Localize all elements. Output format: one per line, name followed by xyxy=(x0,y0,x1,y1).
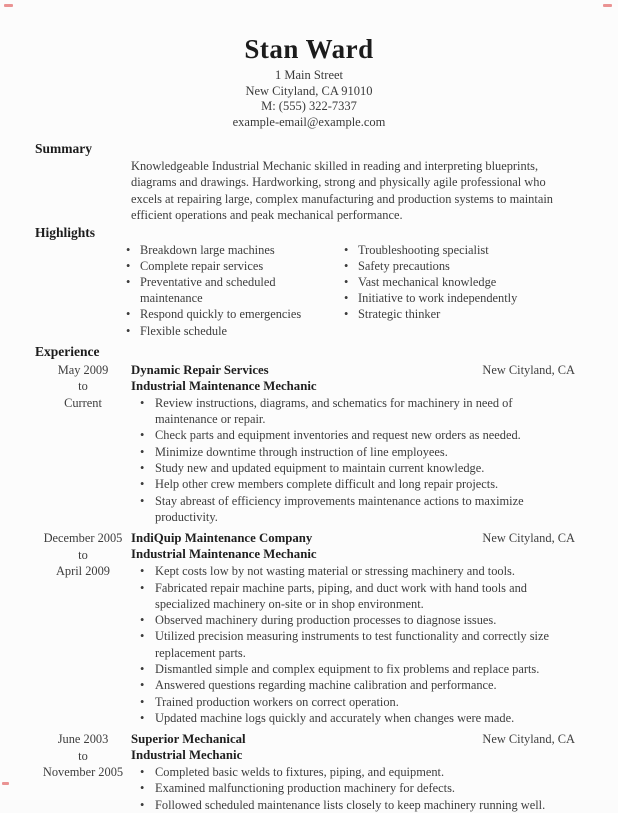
highlight-item: • Safety precautions xyxy=(344,258,575,274)
highlight-item: • Initiative to work independently xyxy=(344,290,575,306)
job-company: Superior Mechanical xyxy=(131,732,246,747)
job-entry xyxy=(35,731,575,813)
resume-header xyxy=(0,0,618,130)
job-bullet-list xyxy=(140,764,575,813)
job-company: Dynamic Repair Services xyxy=(131,362,269,377)
job-bullet: • Minimize downtime through instruction of line employees. xyxy=(140,444,575,460)
job-bullet: • Help other crew members complete difficult and long repair projects. xyxy=(140,476,575,492)
highlight-item: • Complete repair services xyxy=(126,258,316,274)
job-date-separator: to xyxy=(78,748,88,763)
job-bullet: • Updated machine logs quickly and accurately when changes were made. xyxy=(140,710,575,726)
summary-heading: Summary xyxy=(35,141,92,156)
summary-paragraph: Knowledgeable Industrial Mechanic skilled in reading and interpreting blueprints, diagrams and drawings. Hardworking, strong and physically agile professional who excels at repairing large, complex manufacturing and production systems to maintain efficient operations and peak mechanical performance. xyxy=(131,159,553,223)
highlights-list-right xyxy=(344,242,575,339)
job-date-separator: to xyxy=(78,547,88,562)
job-bullet: • Study new and updated equipment to maintain current knowledge. xyxy=(140,460,575,476)
job-date-end: November 2005 xyxy=(42,765,124,780)
red-artifact-mark-top-left xyxy=(4,4,13,7)
job-date-start: December 2005 xyxy=(43,531,123,546)
job-company: IndiQuip Maintenance Company xyxy=(131,531,313,546)
resume-body xyxy=(35,140,575,813)
job-bullet: • Examined malfunctioning production machinery for defects. xyxy=(140,780,575,796)
experience-section xyxy=(35,344,575,813)
job-title: Industrial Maintenance Mechanic xyxy=(131,378,317,393)
highlight-item: • Preventative and scheduled maintenance xyxy=(126,274,316,306)
phone-number: M: (555) 322-7337 xyxy=(261,99,357,113)
job-bullet: • Stay abreast of efficiency improvements maintenance actions to maximize productivity. xyxy=(140,493,575,526)
highlight-item: • Vast mechanical knowledge xyxy=(344,274,575,290)
job-location: New Cityland, CA xyxy=(482,531,575,546)
job-location: New Cityland, CA xyxy=(482,732,575,747)
highlight-item: • Breakdown large machines xyxy=(126,242,316,258)
candidate-name: Stan Ward xyxy=(244,34,374,64)
highlights-section xyxy=(35,224,575,339)
job-title: Industrial Maintenance Mechanic xyxy=(131,547,317,562)
job-bullet: • Followed scheduled maintenance lists closely to keep machinery running well. xyxy=(140,797,575,813)
job-bullet: • Trained production workers on correct operation. xyxy=(140,694,575,710)
job-date-end: April 2009 xyxy=(55,564,111,579)
red-artifact-mark-bottom-left xyxy=(2,782,9,785)
experience-heading: Experience xyxy=(35,343,100,359)
highlight-item: • Respond quickly to emergencies xyxy=(126,306,316,322)
highlight-item: • Flexible schedule xyxy=(126,323,316,339)
red-artifact-mark-top-right xyxy=(603,4,612,7)
highlight-item: • Strategic thinker xyxy=(344,306,575,322)
job-bullet: • Utilized precision measuring instruments to test functionality and correctly size replacement parts. xyxy=(140,628,575,661)
job-bullet: • Kept costs low by not wasting material or stressing machinery and tools. xyxy=(140,563,575,579)
address-line-1: 1 Main Street xyxy=(274,68,344,82)
address-line-2: New Cityland, CA 91010 xyxy=(245,83,373,98)
job-bullet: • Check parts and equipment inventories and request new orders as needed. xyxy=(140,427,575,443)
job-bullet-list xyxy=(140,395,575,525)
job-title: Industrial Mechanic xyxy=(131,748,243,763)
job-date-range xyxy=(35,362,131,412)
job-entry xyxy=(35,362,575,525)
job-bullet: • Completed basic welds to fixtures, piping, and equipment. xyxy=(140,764,575,780)
job-date-end: Current xyxy=(64,395,102,410)
job-date-start: May 2009 xyxy=(57,362,109,377)
job-bullet: • Observed machinery during production processes to diagnose issues. xyxy=(140,612,575,628)
highlight-item: • Troubleshooting specialist xyxy=(344,242,575,258)
job-date-start: June 2003 xyxy=(57,732,109,747)
job-entry xyxy=(35,530,575,726)
job-date-separator: to xyxy=(78,379,88,394)
job-bullet: • Answered questions regarding machine calibration and performance. xyxy=(140,677,575,693)
highlights-heading: Highlights xyxy=(35,224,96,240)
job-date-range xyxy=(35,731,131,781)
summary-section xyxy=(35,140,575,224)
job-bullet: • Review instructions, diagrams, and schematics for machinery in need of maintenance or repair. xyxy=(140,395,575,428)
email-address: example-email@example.com xyxy=(232,114,386,129)
job-bullet-list xyxy=(140,563,575,726)
highlights-list-left xyxy=(126,242,316,339)
job-bullet: • Dismantled simple and complex equipment to fix problems and replace parts. xyxy=(140,661,575,677)
job-bullet: • Fabricated repair machine parts, piping, and duct work with hand tools and specialized machinery on-site or in shop environment. xyxy=(140,580,575,613)
job-date-range xyxy=(35,530,131,580)
job-location: New Cityland, CA xyxy=(482,362,575,377)
